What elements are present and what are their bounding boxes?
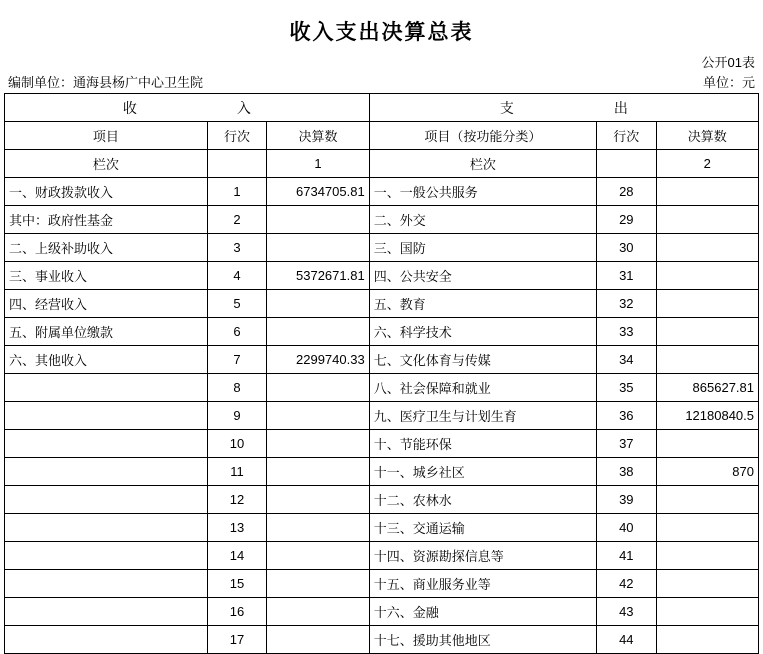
- cell-expense-item: 十、节能环保: [369, 430, 596, 458]
- table-row: [5, 178, 759, 206]
- column-index-income: 1: [267, 150, 369, 178]
- table-row: [5, 290, 759, 318]
- cell-expense-item: 十四、资源勘探信息等: [369, 542, 596, 570]
- cell-income-amount: [267, 234, 369, 262]
- cell-income-line: 16: [207, 598, 266, 626]
- cell-income-amount: [267, 626, 369, 654]
- cell-income-item: 一、财政拨款收入: [5, 178, 208, 206]
- cell-income-item: [5, 458, 208, 486]
- cell-expense-item: 一、一般公共服务: [369, 178, 596, 206]
- cell-income-line: 6: [207, 318, 266, 346]
- cell-expense-line: 31: [597, 262, 656, 290]
- table-row: [5, 374, 759, 402]
- table-column-header-row: [5, 122, 759, 150]
- table-row: [5, 458, 759, 486]
- cell-expense-item: 五、教育: [369, 290, 596, 318]
- cell-expense-line: 35: [597, 374, 656, 402]
- cell-expense-amount: [656, 178, 759, 206]
- table-row: [5, 430, 759, 458]
- header-expense-item: 项目（按功能分类）: [369, 122, 596, 150]
- cell-expense-line: 37: [597, 430, 656, 458]
- cell-income-line: 2: [207, 206, 266, 234]
- cell-income-amount: [267, 486, 369, 514]
- cell-expense-amount: [656, 430, 759, 458]
- cell-expense-line: 34: [597, 346, 656, 374]
- header-expense-line: 行次: [597, 122, 656, 150]
- header-income-line: 行次: [207, 122, 266, 150]
- cell-income-amount: [267, 318, 369, 346]
- cell-expense-amount: 865627.81: [656, 374, 759, 402]
- table-row: [5, 626, 759, 654]
- cell-expense-amount: 12180840.5: [656, 402, 759, 430]
- cell-expense-amount: [656, 234, 759, 262]
- cell-income-line: 4: [207, 262, 266, 290]
- cell-income-item: [5, 626, 208, 654]
- cell-income-item: 其中：政府性基金: [5, 206, 208, 234]
- meta-row: [0, 72, 763, 93]
- cell-expense-item: 十五、商业服务业等: [369, 570, 596, 598]
- cell-expense-amount: 870: [656, 458, 759, 486]
- cell-expense-item: 十六、金融: [369, 598, 596, 626]
- cell-expense-item: 四、公共安全: [369, 262, 596, 290]
- table-column-index-row: [5, 150, 759, 178]
- cell-income-line: 11: [207, 458, 266, 486]
- cell-expense-line: 41: [597, 542, 656, 570]
- cell-expense-line: 38: [597, 458, 656, 486]
- cell-income-amount: 6734705.81: [267, 178, 369, 206]
- cell-income-item: [5, 514, 208, 542]
- cell-income-amount: [267, 374, 369, 402]
- table-section-header-row: [5, 94, 759, 122]
- cell-expense-line: 43: [597, 598, 656, 626]
- cell-expense-amount: [656, 514, 759, 542]
- section-income-header: 收 入: [5, 94, 370, 122]
- cell-expense-amount: [656, 206, 759, 234]
- column-label-expense: 栏次: [369, 150, 596, 178]
- cell-income-item: [5, 542, 208, 570]
- column-index-blank-expense: [597, 150, 656, 178]
- cell-expense-amount: [656, 486, 759, 514]
- cell-expense-item: 十一、城乡社区: [369, 458, 596, 486]
- column-index-blank-income: [207, 150, 266, 178]
- cell-income-item: 二、上级补助收入: [5, 234, 208, 262]
- table-row: [5, 598, 759, 626]
- cell-expense-line: 40: [597, 514, 656, 542]
- cell-expense-line: 33: [597, 318, 656, 346]
- cell-expense-item: 十三、交通运输: [369, 514, 596, 542]
- cell-income-amount: [267, 290, 369, 318]
- cell-income-line: 8: [207, 374, 266, 402]
- cell-income-item: [5, 486, 208, 514]
- header-income-amount: 决算数: [267, 122, 369, 150]
- cell-expense-line: 29: [597, 206, 656, 234]
- header-income-item: 项目: [5, 122, 208, 150]
- cell-income-item: [5, 598, 208, 626]
- cell-expense-amount: [656, 290, 759, 318]
- cell-income-line: 1: [207, 178, 266, 206]
- column-label-income: 栏次: [5, 150, 208, 178]
- cell-income-amount: [267, 570, 369, 598]
- cell-income-item: [5, 374, 208, 402]
- column-index-expense: 2: [656, 150, 759, 178]
- cell-income-amount: [267, 458, 369, 486]
- table-row: [5, 234, 759, 262]
- cell-income-amount: [267, 402, 369, 430]
- table-row: [5, 346, 759, 374]
- table-row: [5, 514, 759, 542]
- cell-income-amount: 5372671.81: [267, 262, 369, 290]
- cell-expense-amount: [656, 598, 759, 626]
- cell-expense-line: 30: [597, 234, 656, 262]
- table-row: [5, 402, 759, 430]
- table-row: [5, 486, 759, 514]
- cell-income-amount: 2299740.33: [267, 346, 369, 374]
- cell-expense-item: 七、文化体育与传媒: [369, 346, 596, 374]
- cell-expense-item: 八、社会保障和就业: [369, 374, 596, 402]
- table-row: [5, 570, 759, 598]
- cell-expense-line: 36: [597, 402, 656, 430]
- cell-income-line: 9: [207, 402, 266, 430]
- cell-income-line: 10: [207, 430, 266, 458]
- cell-income-line: 15: [207, 570, 266, 598]
- section-expense-header: 支 出: [369, 94, 758, 122]
- cell-income-line: 14: [207, 542, 266, 570]
- cell-expense-item: 三、国防: [369, 234, 596, 262]
- form-code: 公开01表: [701, 55, 755, 70]
- cell-income-amount: [267, 430, 369, 458]
- cell-income-amount: [267, 514, 369, 542]
- cell-income-line: 13: [207, 514, 266, 542]
- cell-income-item: 四、经营收入: [5, 290, 208, 318]
- cell-income-line: 7: [207, 346, 266, 374]
- budget-table: [4, 93, 759, 654]
- cell-expense-amount: [656, 346, 759, 374]
- table-row: [5, 262, 759, 290]
- cell-income-line: 12: [207, 486, 266, 514]
- header-expense-amount: 决算数: [656, 122, 759, 150]
- table-row: [5, 206, 759, 234]
- cell-income-item: 五、附属单位缴款: [5, 318, 208, 346]
- cell-income-line: 5: [207, 290, 266, 318]
- cell-expense-line: 42: [597, 570, 656, 598]
- cell-income-item: [5, 570, 208, 598]
- cell-expense-item: 十二、农林水: [369, 486, 596, 514]
- cell-expense-item: 六、科学技术: [369, 318, 596, 346]
- cell-expense-item: 二、外交: [369, 206, 596, 234]
- cell-income-item: 六、其他收入: [5, 346, 208, 374]
- cell-income-amount: [267, 542, 369, 570]
- cell-expense-line: 44: [597, 626, 656, 654]
- cell-income-line: 17: [207, 626, 266, 654]
- cell-income-line: 3: [207, 234, 266, 262]
- cell-expense-item: 十七、援助其他地区: [369, 626, 596, 654]
- cell-income-amount: [267, 598, 369, 626]
- currency-unit: 单位：元: [702, 75, 755, 90]
- cell-expense-amount: [656, 262, 759, 290]
- cell-income-amount: [267, 206, 369, 234]
- cell-income-item: [5, 402, 208, 430]
- page-title: 收入支出决算总表: [289, 20, 474, 44]
- compiling-unit: 编制单位：通海县杨广中心卫生院: [8, 75, 204, 90]
- cell-expense-line: 32: [597, 290, 656, 318]
- cell-expense-item: 九、医疗卫生与计划生育: [369, 402, 596, 430]
- cell-expense-amount: [656, 570, 759, 598]
- table-row: [5, 542, 759, 570]
- table-row: [5, 318, 759, 346]
- cell-expense-amount: [656, 542, 759, 570]
- cell-expense-line: 28: [597, 178, 656, 206]
- cell-income-item: 三、事业收入: [5, 262, 208, 290]
- cell-expense-amount: [656, 626, 759, 654]
- cell-expense-line: 39: [597, 486, 656, 514]
- cell-income-item: [5, 430, 208, 458]
- cell-expense-amount: [656, 318, 759, 346]
